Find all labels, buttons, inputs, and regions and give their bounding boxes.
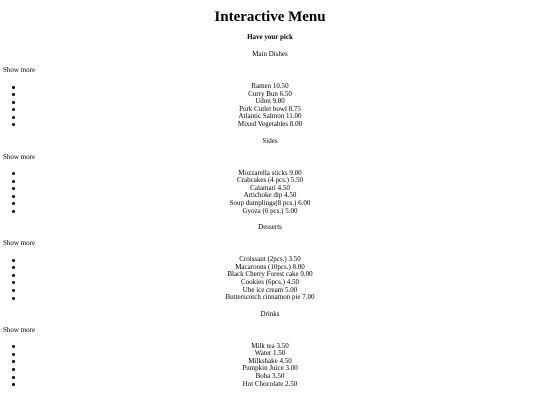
section-drinks bbox=[0, 310, 540, 389]
bullet-icon bbox=[12, 360, 15, 363]
item-text: Butterscotch cinnamon pie 7.00 bbox=[225, 293, 315, 302]
section-desserts bbox=[0, 223, 540, 302]
section-heading: Drinks bbox=[260, 309, 280, 318]
show-more-button[interactable]: Show more bbox=[3, 152, 36, 161]
section-heading: Desserts bbox=[258, 223, 282, 232]
item-text: Curry Bun 6.50 bbox=[248, 89, 292, 98]
item-text: Water 1.50 bbox=[254, 349, 286, 358]
show-more-button[interactable]: Show more bbox=[3, 325, 36, 334]
item-text: Cookies (6pcs.) 4.50 bbox=[241, 277, 299, 286]
section-sides bbox=[0, 137, 540, 216]
bullet-icon bbox=[12, 297, 15, 300]
bullet-icon bbox=[12, 266, 15, 269]
item-text: Gyoza (6 pcs.) 5.00 bbox=[242, 206, 298, 215]
bullet-icon bbox=[12, 93, 15, 96]
list-item bbox=[0, 121, 540, 129]
item-text: Black Cherry Forest cake 9.00 bbox=[227, 270, 313, 279]
list-item bbox=[0, 208, 540, 216]
item-text: Pumpkin Juice 3.00 bbox=[242, 364, 298, 373]
bullet-icon bbox=[12, 353, 15, 356]
item-list bbox=[0, 170, 540, 216]
item-list bbox=[0, 256, 540, 302]
item-text: Croissant (2pcs.) 3.50 bbox=[239, 255, 301, 264]
show-more-button[interactable]: Show more bbox=[3, 239, 36, 248]
list-item bbox=[0, 294, 540, 302]
item-text: Pork Cutlet bowl 8.75 bbox=[239, 104, 301, 113]
bullet-icon bbox=[12, 345, 15, 348]
page-title: Interactive Menu bbox=[214, 9, 326, 25]
bullet-icon bbox=[12, 195, 15, 198]
section-main-dishes bbox=[0, 50, 540, 129]
item-text: Macaroons (10pcs.) 8.00 bbox=[235, 262, 305, 271]
bullet-icon bbox=[12, 123, 15, 126]
item-text: Udon 9.00 bbox=[255, 97, 285, 106]
bullet-icon bbox=[12, 86, 15, 89]
bullet-icon bbox=[12, 180, 15, 183]
bullet-icon bbox=[12, 274, 15, 277]
item-list bbox=[0, 83, 540, 129]
bullet-icon bbox=[12, 108, 15, 111]
item-text: Ramen 10.50 bbox=[251, 82, 289, 90]
page-subtitle: Have your pick bbox=[247, 33, 293, 41]
item-text: Milk tea 3.50 bbox=[251, 341, 289, 350]
bullet-icon bbox=[12, 368, 15, 371]
section-heading: Main Dishes bbox=[252, 50, 288, 58]
item-text: Hot Chocolate 2.50 bbox=[242, 379, 298, 388]
item-text: Boba 3.50 bbox=[255, 372, 285, 381]
bullet-icon bbox=[12, 281, 15, 284]
item-list bbox=[0, 343, 540, 389]
bullet-icon bbox=[12, 187, 15, 190]
show-more-button[interactable]: Show more bbox=[3, 66, 36, 74]
bullet-icon bbox=[12, 172, 15, 175]
bullet-icon bbox=[12, 289, 15, 292]
item-text: Calamari 4.50 bbox=[250, 183, 290, 192]
bullet-icon bbox=[12, 202, 15, 205]
item-text: Mixed Vegetables 8.00 bbox=[237, 119, 303, 128]
item-text: Mozzarella sticks 9.00 bbox=[238, 168, 302, 177]
list-item bbox=[0, 381, 540, 389]
section-heading: Sides bbox=[262, 136, 278, 145]
item-text: Soup dumplings(8 pcs.) 6.00 bbox=[229, 198, 311, 207]
bullet-icon bbox=[12, 259, 15, 262]
item-text: Milkshake 4.50 bbox=[248, 356, 292, 365]
item-text: Ube ice cream 5.00 bbox=[242, 285, 298, 294]
bullet-icon bbox=[12, 210, 15, 213]
bullet-icon bbox=[12, 383, 15, 386]
bullet-icon bbox=[12, 376, 15, 379]
bullet-icon bbox=[12, 116, 15, 119]
bullet-icon bbox=[12, 101, 15, 104]
item-text: Crabcakes (4 pcs.) 5.50 bbox=[237, 176, 303, 185]
item-text: Atlantic Salmon 11.00 bbox=[238, 112, 302, 121]
item-text: Artichoke dip 4.50 bbox=[243, 191, 297, 200]
